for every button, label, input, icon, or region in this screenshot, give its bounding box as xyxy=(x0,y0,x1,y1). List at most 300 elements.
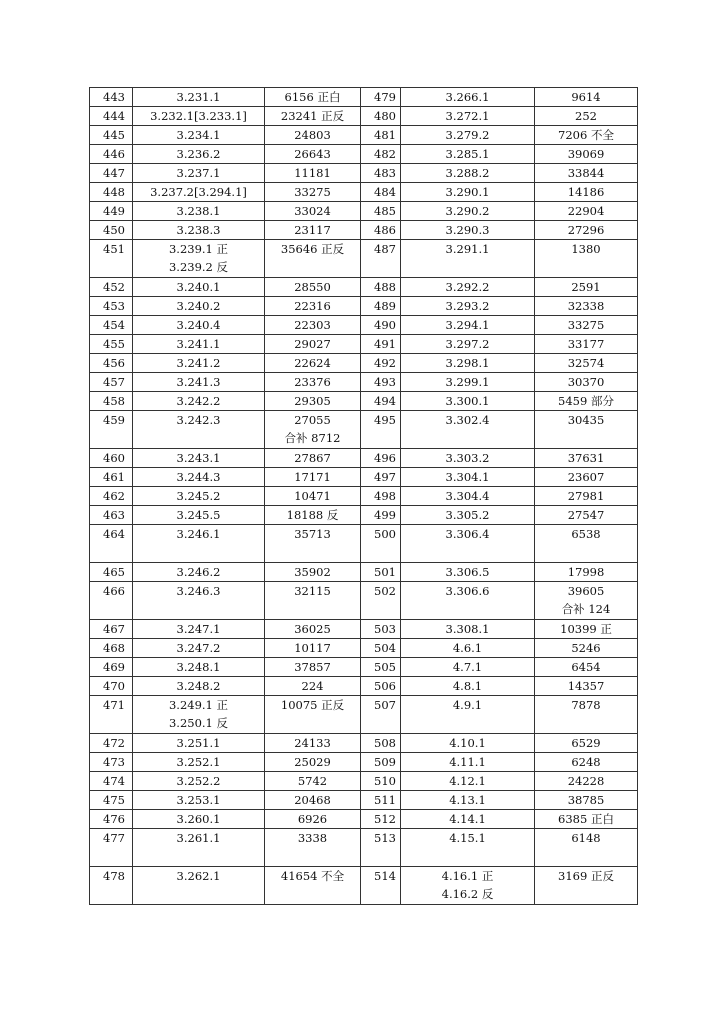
catalog-number xyxy=(265,582,361,620)
source-ref-line: 3.237.1 xyxy=(176,166,221,180)
source-ref xyxy=(401,867,535,905)
source-ref xyxy=(133,620,265,639)
source-ref-line: 3.247.1 xyxy=(176,622,221,636)
entry-number: 448 xyxy=(90,183,133,202)
source-ref-line: 3.242.2 xyxy=(176,394,221,408)
source-ref-line: 3.240.2 xyxy=(176,299,221,313)
source-ref-line: 4.10.1 xyxy=(449,736,486,750)
source-ref xyxy=(401,829,535,867)
entry-number: 480 xyxy=(361,107,401,126)
source-ref xyxy=(133,772,265,791)
catalog-number xyxy=(265,525,361,563)
catalog-number-line: 33844 xyxy=(567,166,605,180)
entry-number: 494 xyxy=(361,392,401,411)
source-ref-line: 4.8.1 xyxy=(452,679,483,693)
source-ref xyxy=(401,297,535,316)
source-ref-line: 3.261.1 xyxy=(176,831,221,845)
entry-number: 443 xyxy=(90,88,133,107)
catalog-number xyxy=(265,126,361,145)
catalog-number xyxy=(265,791,361,810)
catalog-number-line: 32574 xyxy=(567,356,605,370)
entry-number: 462 xyxy=(90,487,133,506)
entry-number: 503 xyxy=(361,620,401,639)
entry-number: 474 xyxy=(90,772,133,791)
source-ref xyxy=(401,753,535,772)
catalog-number-line: 合补 8712 xyxy=(284,431,341,445)
entry-number: 508 xyxy=(361,734,401,753)
catalog-number-line: 24803 xyxy=(294,128,331,142)
entry-number: 467 xyxy=(90,620,133,639)
entry-number: 482 xyxy=(361,145,401,164)
table-row xyxy=(90,696,638,734)
source-ref xyxy=(401,164,535,183)
table-row xyxy=(90,88,638,107)
source-ref xyxy=(133,677,265,696)
catalog-number-line: 6156 正白 xyxy=(284,90,341,104)
source-ref xyxy=(133,829,265,867)
source-ref-line: 3.234.1 xyxy=(176,128,221,142)
source-ref xyxy=(133,392,265,411)
source-ref xyxy=(133,297,265,316)
table-row xyxy=(90,297,638,316)
catalog-number xyxy=(265,867,361,905)
catalog-number xyxy=(535,506,638,525)
table-row xyxy=(90,506,638,525)
source-ref xyxy=(401,772,535,791)
source-ref xyxy=(133,487,265,506)
entry-number: 501 xyxy=(361,563,401,582)
source-ref-line: 4.13.1 xyxy=(449,793,486,807)
source-ref xyxy=(133,107,265,126)
catalog-number xyxy=(535,411,638,449)
catalog-number-line: 24228 xyxy=(567,774,605,788)
source-ref-line: 3.288.2 xyxy=(445,166,490,180)
entry-number: 461 xyxy=(90,468,133,487)
source-ref-line: 3.252.1 xyxy=(176,755,221,769)
source-ref-line: 3.240.4 xyxy=(176,318,221,332)
catalog-number-line: 252 xyxy=(575,109,597,123)
entry-number: 452 xyxy=(90,278,133,297)
catalog-number xyxy=(265,639,361,658)
catalog-number xyxy=(265,411,361,449)
catalog-number xyxy=(535,658,638,677)
table-row xyxy=(90,867,638,905)
source-ref-line: 3.302.4 xyxy=(445,413,490,427)
source-ref-line: 3.279.2 xyxy=(445,128,490,142)
source-ref-line: 3.306.5 xyxy=(445,565,490,579)
source-ref xyxy=(133,639,265,658)
entry-number: 453 xyxy=(90,297,133,316)
catalog-number xyxy=(265,696,361,734)
catalog-number-line: 5459 部分 xyxy=(558,394,614,408)
source-ref-line: 3.298.1 xyxy=(445,356,490,370)
catalog-number xyxy=(535,392,638,411)
source-ref xyxy=(401,677,535,696)
table-row xyxy=(90,240,638,278)
source-ref xyxy=(401,525,535,563)
table-row xyxy=(90,468,638,487)
source-ref xyxy=(133,373,265,392)
source-ref-line: 3.294.1 xyxy=(445,318,490,332)
source-ref xyxy=(401,620,535,639)
table-row xyxy=(90,791,638,810)
entry-number: 450 xyxy=(90,221,133,240)
source-ref xyxy=(401,734,535,753)
catalog-number-line: 27981 xyxy=(567,489,605,503)
catalog-number xyxy=(535,145,638,164)
catalog-number-line: 41654 不全 xyxy=(280,869,345,883)
source-ref xyxy=(133,582,265,620)
catalog-number xyxy=(265,468,361,487)
table-row xyxy=(90,810,638,829)
source-ref-line: 4.7.1 xyxy=(452,660,483,674)
catalog-number-line: 36025 xyxy=(294,622,331,636)
table-row xyxy=(90,392,638,411)
catalog-number xyxy=(265,734,361,753)
catalog-number-line: 7878 xyxy=(571,698,601,712)
source-ref xyxy=(133,164,265,183)
source-ref xyxy=(133,506,265,525)
source-ref xyxy=(133,468,265,487)
source-ref-line: 3.290.3 xyxy=(445,223,490,237)
entry-number: 455 xyxy=(90,335,133,354)
table-row xyxy=(90,278,638,297)
catalog-number xyxy=(535,354,638,373)
source-ref xyxy=(133,316,265,335)
source-ref xyxy=(401,791,535,810)
source-ref xyxy=(133,563,265,582)
catalog-number-line: 39069 xyxy=(567,147,605,161)
catalog-number-line: 20468 xyxy=(294,793,331,807)
entry-number: 471 xyxy=(90,696,133,734)
catalog-number xyxy=(265,373,361,392)
catalog-number xyxy=(265,278,361,297)
source-ref-line: 3.236.2 xyxy=(176,147,221,161)
source-ref xyxy=(133,145,265,164)
entry-number: 458 xyxy=(90,392,133,411)
catalog-number-line: 6538 xyxy=(571,527,601,541)
table-row xyxy=(90,316,638,335)
catalog-number-line: 35713 xyxy=(294,527,331,541)
source-ref-line: 3.241.2 xyxy=(176,356,221,370)
source-ref-line: 3.237.2[3.294.1] xyxy=(150,185,247,199)
entry-number: 483 xyxy=(361,164,401,183)
source-ref-line: 3.245.2 xyxy=(176,489,221,503)
source-ref xyxy=(401,88,535,107)
catalog-number xyxy=(535,620,638,639)
source-ref-line: 3.303.2 xyxy=(445,451,490,465)
source-ref-line: 3.246.2 xyxy=(176,565,221,579)
catalog-number xyxy=(265,753,361,772)
catalog-number xyxy=(265,88,361,107)
entry-number: 486 xyxy=(361,221,401,240)
table-row xyxy=(90,449,638,468)
entry-number: 475 xyxy=(90,791,133,810)
source-ref xyxy=(133,88,265,107)
table-row xyxy=(90,354,638,373)
catalog-number xyxy=(535,677,638,696)
source-ref-line: 3.239.1 正 xyxy=(168,242,229,256)
source-ref-line: 3.304.4 xyxy=(445,489,490,503)
table-row xyxy=(90,335,638,354)
catalog-number xyxy=(535,297,638,316)
entry-number: 463 xyxy=(90,506,133,525)
catalog-number-line: 14357 xyxy=(567,679,605,693)
catalog-number xyxy=(535,753,638,772)
table-row xyxy=(90,525,638,563)
catalog-number xyxy=(535,810,638,829)
catalog-number xyxy=(535,164,638,183)
source-ref xyxy=(133,696,265,734)
entry-number: 451 xyxy=(90,240,133,278)
source-ref-line: 3.238.1 xyxy=(176,204,221,218)
source-ref xyxy=(401,373,535,392)
catalog-number-line: 3338 xyxy=(297,831,328,845)
source-ref-line: 3.306.6 xyxy=(445,584,490,598)
entry-number: 489 xyxy=(361,297,401,316)
entry-number: 446 xyxy=(90,145,133,164)
source-ref-line: 3.272.1 xyxy=(445,109,490,123)
catalog-number-line: 30435 xyxy=(567,413,605,427)
catalog-number xyxy=(535,240,638,278)
catalog-number xyxy=(535,867,638,905)
entry-number: 447 xyxy=(90,164,133,183)
catalog-number-line: 14186 xyxy=(567,185,605,199)
table-row xyxy=(90,126,638,145)
catalog-number xyxy=(265,810,361,829)
table-row xyxy=(90,107,638,126)
catalog-number xyxy=(535,221,638,240)
entry-number: 514 xyxy=(361,867,401,905)
catalog-number-line: 3169 正反 xyxy=(558,869,614,883)
entry-number: 444 xyxy=(90,107,133,126)
source-ref-line: 3.305.2 xyxy=(445,508,490,522)
catalog-number-line: 22303 xyxy=(294,318,331,332)
table-row xyxy=(90,145,638,164)
entry-number: 488 xyxy=(361,278,401,297)
catalog-number-line: 30370 xyxy=(567,375,605,389)
table-row xyxy=(90,411,638,449)
source-ref xyxy=(401,316,535,335)
catalog-number-line: 10075 正反 xyxy=(280,698,345,712)
catalog-number xyxy=(535,791,638,810)
catalog-number-line: 6248 xyxy=(571,755,601,769)
source-ref xyxy=(401,335,535,354)
source-ref xyxy=(133,791,265,810)
catalog-number xyxy=(265,164,361,183)
entry-number: 469 xyxy=(90,658,133,677)
table-row xyxy=(90,183,638,202)
catalog-number xyxy=(265,354,361,373)
source-ref-line: 3.231.1 xyxy=(176,90,221,104)
source-ref-line: 3.244.3 xyxy=(176,470,221,484)
entry-number: 507 xyxy=(361,696,401,734)
table-row xyxy=(90,772,638,791)
catalog-number-line: 17998 xyxy=(567,565,605,579)
source-ref-line: 3.262.1 xyxy=(176,869,221,883)
table-row xyxy=(90,373,638,392)
source-ref xyxy=(133,867,265,905)
source-ref-line: 3.291.1 xyxy=(445,242,490,256)
catalog-number-line: 23376 xyxy=(294,375,331,389)
catalog-number xyxy=(265,316,361,335)
source-ref-line: 3.304.1 xyxy=(445,470,490,484)
catalog-number xyxy=(535,487,638,506)
source-ref-line: 4.16.2 反 xyxy=(441,887,494,901)
catalog-number xyxy=(535,202,638,221)
entry-number: 490 xyxy=(361,316,401,335)
catalog-number xyxy=(535,829,638,867)
catalog-number-line: 6148 xyxy=(571,831,601,845)
source-ref-line: 3.250.1 反 xyxy=(168,716,229,730)
source-ref-line: 3.249.1 正 xyxy=(168,698,229,712)
catalog-number-line: 27055 xyxy=(294,413,331,427)
catalog-number-line: 5246 xyxy=(571,641,601,655)
catalog-number-line: 1380 xyxy=(571,242,601,256)
source-ref-line: 3.240.1 xyxy=(176,280,221,294)
catalog-number xyxy=(535,316,638,335)
source-ref-line: 3.245.5 xyxy=(176,508,221,522)
source-ref-line: 4.15.1 xyxy=(449,831,486,845)
source-ref xyxy=(401,639,535,658)
entry-number: 472 xyxy=(90,734,133,753)
catalog-number xyxy=(265,487,361,506)
entry-number: 460 xyxy=(90,449,133,468)
source-ref-line: 4.11.1 xyxy=(449,755,486,769)
entry-number: 499 xyxy=(361,506,401,525)
catalog-number xyxy=(535,373,638,392)
catalog-number-line: 24133 xyxy=(294,736,331,750)
source-ref-line: 3.248.2 xyxy=(176,679,221,693)
catalog-number xyxy=(265,449,361,468)
source-ref xyxy=(401,411,535,449)
table-row xyxy=(90,202,638,221)
source-ref-line: 3.260.1 xyxy=(176,812,221,826)
catalog-number xyxy=(535,563,638,582)
table-row xyxy=(90,563,638,582)
source-ref-line: 4.16.1 正 xyxy=(441,869,494,883)
source-ref xyxy=(401,392,535,411)
source-ref-line: 4.12.1 xyxy=(449,774,486,788)
catalog-number-line: 22624 xyxy=(294,356,331,370)
source-ref xyxy=(133,221,265,240)
catalog-number-line: 22316 xyxy=(294,299,331,313)
source-ref xyxy=(401,487,535,506)
source-ref xyxy=(401,658,535,677)
source-ref xyxy=(401,563,535,582)
catalog-number-line: 27867 xyxy=(294,451,331,465)
entry-number: 512 xyxy=(361,810,401,829)
entry-number: 509 xyxy=(361,753,401,772)
entry-number: 478 xyxy=(90,867,133,905)
catalog-number xyxy=(535,696,638,734)
catalog-number-line: 32115 xyxy=(294,584,331,598)
entry-number: 487 xyxy=(361,240,401,278)
entry-number: 493 xyxy=(361,373,401,392)
entry-number: 476 xyxy=(90,810,133,829)
source-ref xyxy=(133,278,265,297)
catalog-number-line: 37631 xyxy=(567,451,605,465)
source-ref-line: 3.232.1[3.233.1] xyxy=(150,109,247,123)
catalog-number-line: 11181 xyxy=(294,166,331,180)
entry-number: 464 xyxy=(90,525,133,563)
source-ref xyxy=(401,506,535,525)
catalog-number xyxy=(265,297,361,316)
source-ref xyxy=(133,411,265,449)
entry-number: 510 xyxy=(361,772,401,791)
source-ref-line: 3.239.2 反 xyxy=(168,260,229,274)
source-ref-line: 3.243.1 xyxy=(176,451,221,465)
entry-number: 465 xyxy=(90,563,133,582)
catalog-number-line: 37857 xyxy=(294,660,331,674)
catalog-number xyxy=(535,582,638,620)
catalog-number-line: 6385 正白 xyxy=(558,812,614,826)
catalog-number xyxy=(535,126,638,145)
source-ref-line: 3.251.1 xyxy=(176,736,221,750)
source-ref xyxy=(133,202,265,221)
source-ref xyxy=(133,240,265,278)
entry-number: 470 xyxy=(90,677,133,696)
entry-number: 449 xyxy=(90,202,133,221)
catalog-number-line: 5742 xyxy=(297,774,328,788)
source-ref-line: 3.266.1 xyxy=(445,90,490,104)
catalog-number xyxy=(535,278,638,297)
table-row xyxy=(90,620,638,639)
catalog-number xyxy=(265,620,361,639)
entry-number: 502 xyxy=(361,582,401,620)
source-ref xyxy=(133,449,265,468)
source-ref-line: 3.246.1 xyxy=(176,527,221,541)
catalog-number-line: 29027 xyxy=(294,337,331,351)
source-ref xyxy=(401,126,535,145)
source-ref-line: 3.241.3 xyxy=(176,375,221,389)
catalog-number xyxy=(265,221,361,240)
catalog-number xyxy=(265,145,361,164)
entry-number: 506 xyxy=(361,677,401,696)
catalog-number xyxy=(265,677,361,696)
entry-number: 481 xyxy=(361,126,401,145)
source-ref-line: 3.253.1 xyxy=(176,793,221,807)
catalog-number-line: 23117 xyxy=(294,223,331,237)
source-ref xyxy=(401,582,535,620)
entry-number: 479 xyxy=(361,88,401,107)
table-row xyxy=(90,829,638,867)
source-ref xyxy=(133,335,265,354)
source-ref xyxy=(133,658,265,677)
source-ref xyxy=(401,810,535,829)
entry-number: 492 xyxy=(361,354,401,373)
table-row xyxy=(90,658,638,677)
source-ref xyxy=(133,183,265,202)
catalog-number xyxy=(535,525,638,563)
catalog-number-line: 6454 xyxy=(571,660,601,674)
entry-number: 485 xyxy=(361,202,401,221)
source-ref xyxy=(401,202,535,221)
catalog-number xyxy=(265,658,361,677)
catalog-number-line: 32338 xyxy=(567,299,605,313)
source-ref xyxy=(401,278,535,297)
catalog-number xyxy=(535,449,638,468)
entry-number: 505 xyxy=(361,658,401,677)
source-ref xyxy=(133,126,265,145)
catalog-number xyxy=(535,88,638,107)
catalog-number xyxy=(265,240,361,278)
catalog-number xyxy=(265,772,361,791)
catalog-number xyxy=(265,107,361,126)
catalog-number-line: 6926 xyxy=(297,812,328,826)
source-ref-line: 3.292.2 xyxy=(445,280,490,294)
table-row xyxy=(90,582,638,620)
